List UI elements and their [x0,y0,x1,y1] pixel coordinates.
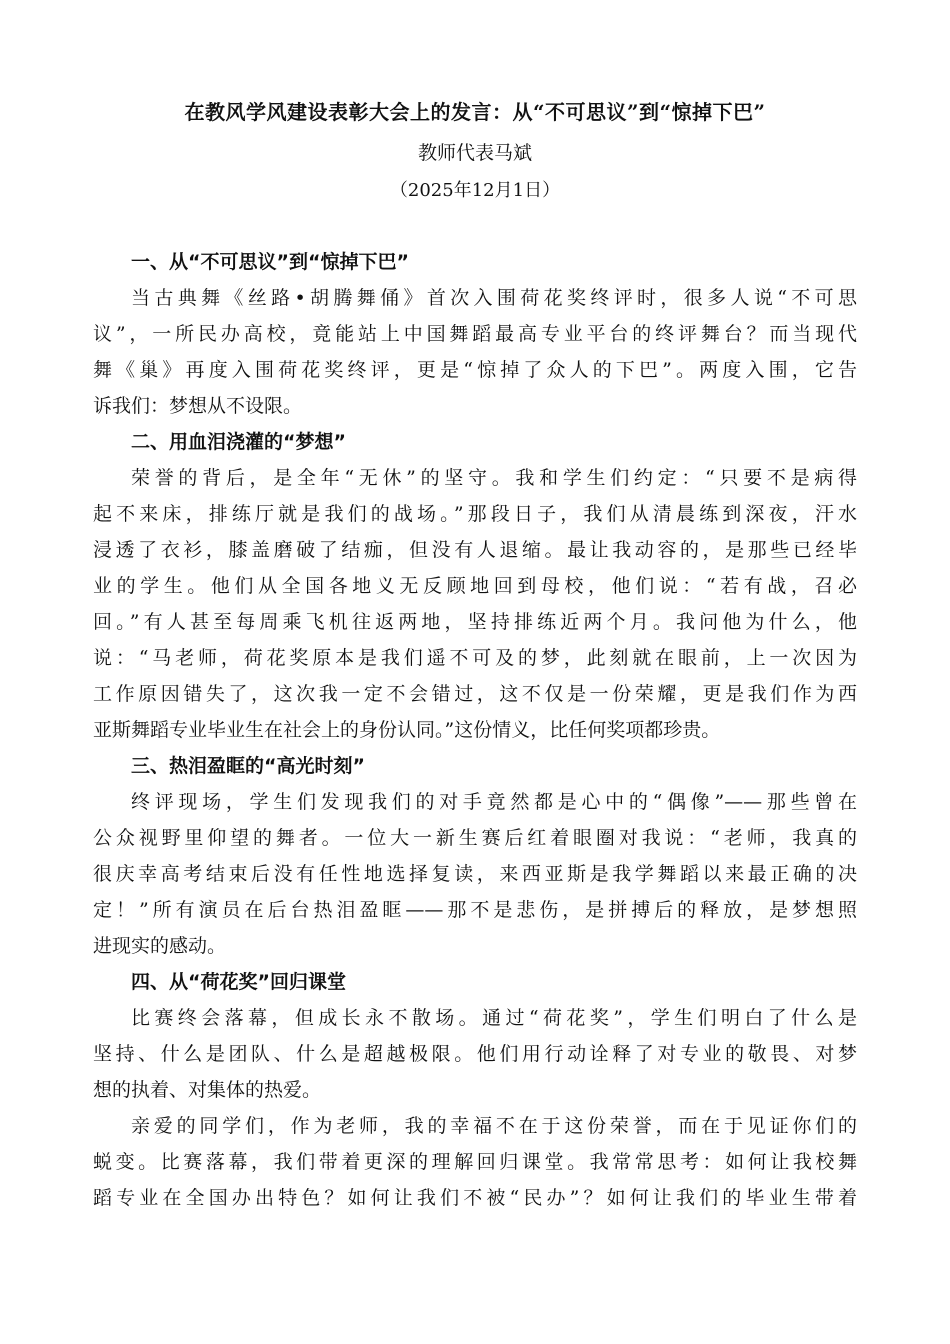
paragraph-line: 亲爱的同学们，作为老师，我的幸福不在于这份荣誉，而在于见证你们的 [131,1115,857,1137]
paragraph-line: 进现实的感动。 [93,935,227,957]
paragraph-line: 很庆幸高考结束后没有任性地选择复读，来西亚斯是我学舞蹈以来最正确的决 [93,863,857,885]
paragraph-line: 想的执着、对集体的热爱。 [93,1079,322,1101]
paragraph-line: 终评现场，学生们发现我们的对手竟然都是心中的“偶像”——那些曾在 [131,791,857,813]
paragraph-line: 起不来床，排练厅就是我们的战场。”那段日子，我们从清晨练到深夜，汗水 [93,503,857,525]
paragraph-line: 亚斯舞蹈专业毕业生在社会上的身份认同。”这份情义，比任何奖项都珍贵。 [93,719,721,741]
section-heading: 一、从“不可思议”到“惊掉下巴” [131,251,409,273]
document-title: 在教风学风建设表彰大会上的发言：从“不可思议”到“惊掉下巴” [184,100,766,124]
paragraph-line: 舞《巢》再度入围荷花奖终评，更是“惊掉了众人的下巴”。两度入围，它告 [93,359,857,381]
paragraph-line: 回。”有人甚至每周乘飞机往返两地，坚持排练近两个月。我问他为什么，他 [93,611,857,633]
paragraph-line: 蜕变。比赛落幕，我们带着更深的理解回归课堂。我常常思考：如何让我校舞 [93,1151,857,1173]
section-heading: 四、从“荷花奖”回归课堂 [131,971,346,993]
section-heading: 二、用血泪浇灌的“梦想” [131,431,346,453]
document-author: 教师代表马斌 [417,142,532,164]
paragraph-line: 蹈专业在全国办出特色？如何让我们不被“民办”？如何让我们的毕业生带着 [93,1187,857,1209]
paragraph-line: 公众视野里仰望的舞者。一位大一新生赛后红着眼圈对我说：“老师，我真的 [93,827,857,849]
document-date: （2025年12月1日） [389,180,561,201]
paragraph-line: 业的学生。他们从全国各地义无反顾地回到母校，他们说：“若有战，召必 [93,575,857,597]
paragraph-line: 比赛终会落幕，但成长永不散场。通过“荷花奖”，学生们明白了什么是 [131,1007,857,1029]
paragraph-line: 坚持、什么是团队、什么是超越极限。他们用行动诠释了对专业的敬畏、对梦 [93,1043,857,1065]
document-body [93,244,857,1216]
paragraph-line: 浸透了衣衫，膝盖磨破了结痂，但没有人退缩。最让我动容的，是那些已经毕 [93,539,857,561]
section-heading: 三、热泪盈眶的“高光时刻” [131,755,365,777]
paragraph-line: 当古典舞《丝路•胡腾舞俑》首次入围荷花奖终评时，很多人说“不可思 [131,287,857,309]
paragraph-line: 定！”所有演员在后台热泪盈眶——那不是悲伤，是拼搏后的释放，是梦想照 [93,899,857,921]
paragraph-line: 工作原因错失了，这次我一定不会错过，这不仅是一份荣耀，更是我们作为西 [93,683,857,705]
paragraph-line: 说：“马老师，荷花奖原本是我们遥不可及的梦，此刻就在眼前，上一次因为 [93,647,857,669]
paragraph-line: 议”，一所民办高校，竟能站上中国舞蹈最高专业平台的终评舞台？而当现代 [93,323,857,345]
paragraph-line: 诉我们：梦想从不设限。 [93,395,303,417]
paragraph-line: 荣誉的背后，是全年“无休”的坚守。我和学生们约定：“只要不是病得 [131,467,857,489]
